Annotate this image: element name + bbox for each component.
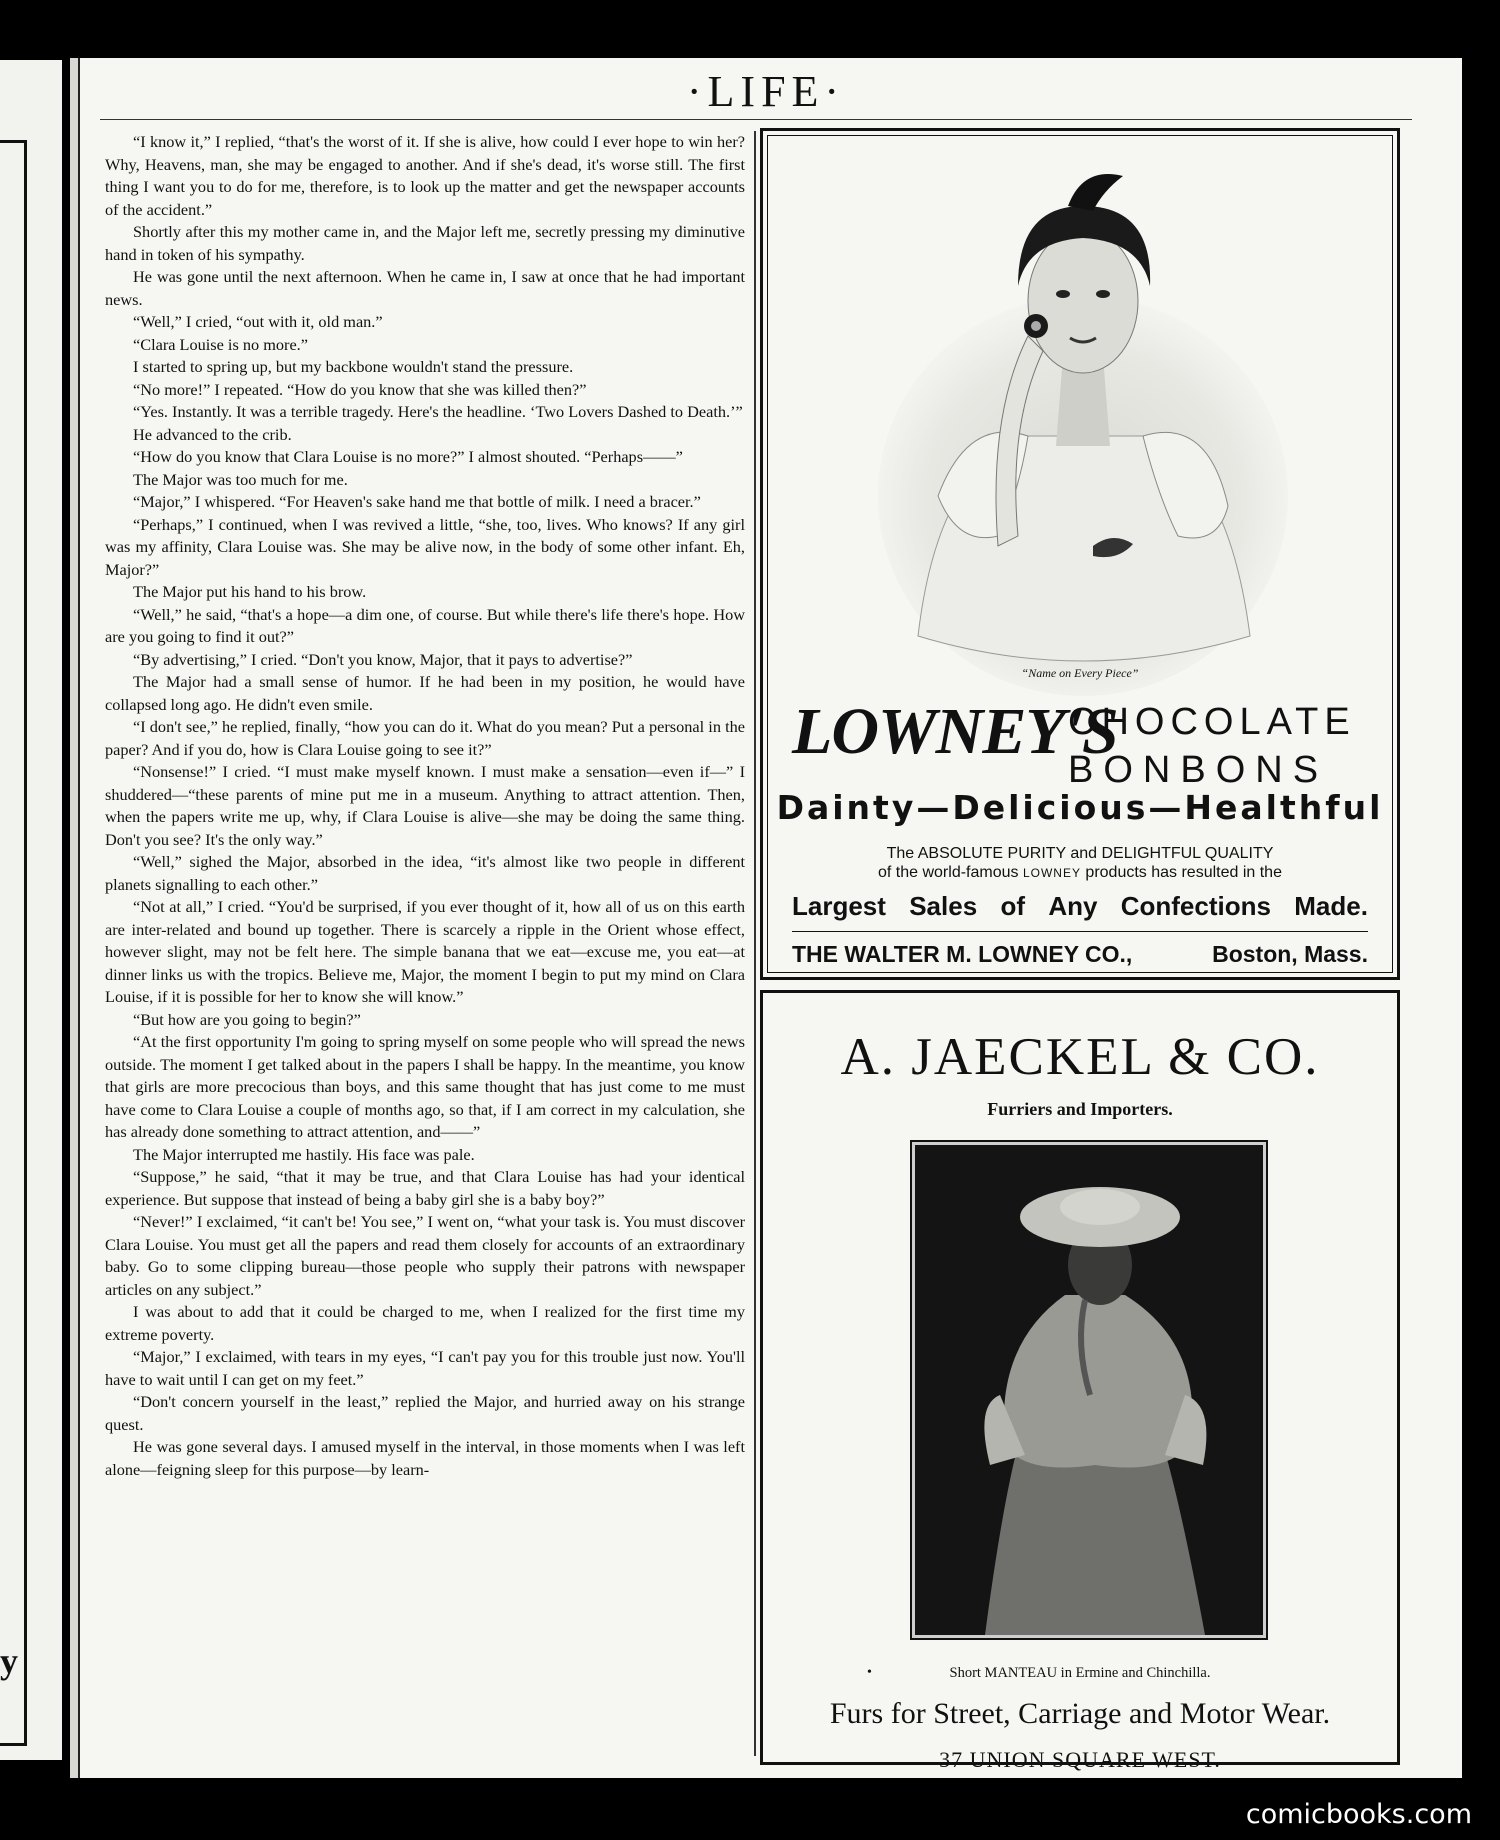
lowney-company-line	[792, 941, 1368, 968]
article-paragraph: “I know it,” I replied, “that's the worst of it. If she is alive, how could I ever hope to win her? Why, Heavens, man, she may be engaged to another. And if she's dead, it's worse still. The first thing I want you to do for me, therefore, is to look up the matter and get the newspaper accounts of the accident.”	[105, 132, 745, 219]
sales-claim-word: Made.	[1294, 891, 1368, 921]
page-binding	[70, 58, 80, 1778]
lowney-ad-inner-border	[767, 135, 1393, 973]
article-paragraph: “Never!” I exclaimed, “it can't be! You see,” I went on, “what your task is. You must discover Clara Louise. You must get all the papers and read them closely for accounts of an extraordinary baby. Go to some clipping bureau—those people who supply their patrons with newspaper articles on any subject.”	[105, 1212, 745, 1299]
article-paragraph: I was about to add that it could be charged to me, when I realized for the first time my extreme poverty.	[105, 1302, 745, 1344]
article-paragraph: He was gone until the next afternoon. When he came in, I saw at once that he had important news.	[105, 267, 745, 309]
article-paragraph: “At the first opportunity I'm going to spring myself on some people who will spread the news outside. The moment I get talked about in the papers I shall be happy. In the meantime, you know that girls are more precocious than boys, and this same thought that has just come to me must have come to Clara Louise a couple of months ago, so that, if I am correct in my calculation, she has already done something to attract attention, and——”	[105, 1032, 745, 1141]
jaeckel-photo-caption: Short MANTEAU in Ermine and Chinchilla.	[949, 1665, 1211, 1681]
article-paragraph: “Clara Louise is no more.”	[133, 334, 308, 354]
purity-line-2b: LOWNEY	[1022, 866, 1081, 880]
lowney-brand-logo: LOWNEY'S	[792, 695, 1118, 768]
article-paragraph: Shortly after this my mother came in, and the Major left me, secretly pressing my diminutive hand in token of his sympathy.	[105, 222, 745, 264]
article-paragraph: “Well,” I cried, “out with it, old man.”	[133, 312, 383, 331]
header-rule	[100, 119, 1412, 120]
article-paragraph: “Suppose,” he said, “that it may be true, and that Clara Louise has had your identical experience. But suppose that instead of being a baby girl she is a baby boy?”	[105, 1167, 745, 1209]
jaeckel-title: A. JAECKEL & CO.	[840, 1028, 1320, 1086]
magazine-title: ·LIFE·	[686, 67, 846, 116]
lowney-advertisement	[760, 128, 1400, 980]
lowney-caption: “Name on Every Piece”	[1021, 666, 1139, 680]
left-page-frame	[0, 140, 27, 1746]
article-paragraph: “Well,” he said, “that's a hope—a dim one, of course. But while there's life there's hope. How are you going to find it out?”	[105, 604, 745, 646]
caption-bullet: •	[867, 1665, 872, 1680]
lowney-inner-rule	[792, 931, 1368, 932]
article-paragraph: “But how are you going to begin?”	[133, 1009, 361, 1029]
jaeckel-subtitle: Furriers and Importers.	[987, 1099, 1173, 1119]
article-paragraph: The Major had a small sense of humor. If he had been in my position, he would have collapsed long ago. He didn't even smile.	[105, 672, 745, 714]
article-paragraph: “No more!” I repeated. “How do you know that she was killed then?”	[133, 379, 587, 399]
purity-line-1: The ABSOLUTE PURITY and DELIGHTFUL QUALITY	[886, 845, 1274, 862]
lowney-purity-text	[768, 844, 1392, 883]
sales-claim-word: Confections	[1120, 891, 1271, 921]
article-paragraph: The Major was too much for me.	[133, 469, 348, 489]
woman-with-bonbon-illustration	[878, 166, 1288, 711]
article-paragraph: “Major,” I exclaimed, with tears in my eyes, “I can't pay you for this trouble just now. You'll have to wait until I can get on my feet.”	[105, 1347, 745, 1389]
article-paragraph: The Major interrupted me hastily. His face was pale.	[133, 1144, 475, 1164]
article-paragraph: “Major,” I whispered. “For Heaven's sake hand me that bottle of milk. I need a bracer.”	[133, 492, 701, 511]
company-location: Boston, Mass.	[1212, 941, 1368, 967]
column-rule	[754, 131, 756, 1756]
lowney-product-heading	[1068, 698, 1356, 794]
company-name: THE WALTER M. LOWNEY CO.,	[792, 941, 1133, 967]
jaeckel-address: 37 UNION SQUARE WEST.	[939, 1747, 1221, 1772]
woman-in-fur-mantle-photo	[912, 1142, 1266, 1638]
article-paragraph: “How do you know that Clara Louise is no more?” I almost shouted. “Perhaps——”	[133, 447, 683, 466]
article-paragraph: He was gone several days. I amused myself in the interval, in those moments when I was left alone—feigning sleep for this purpose—by learn-	[105, 1437, 745, 1479]
jaeckel-tagline: Furs for Street, Carriage and Motor Wear.	[829, 1697, 1331, 1730]
article-paragraph: “By advertising,” I cried. “Don't you know, Major, that it pays to advertise?”	[133, 649, 633, 669]
article-paragraph: “Well,” sighed the Major, absorbed in the idea, “it's almost like two people in different planets signalling to each other.”	[105, 852, 745, 894]
lowney-slogan: Dainty—Delicious—Healthful	[776, 788, 1384, 827]
article-paragraph: “Not at all,” I cried. “You'd be surprised, if you ever thought of it, how all of us on this earth are inter-related and bound up together. There is scarcely a ripple in the Orient whose effect, however slight, may not be felt here. The simple banana that we eat—excuse me, you eat—at dinner links us with the tropics. Believe me, Major, the moment I begin to put my mind on Clara Louise, if it is possible for her to know she will know.”	[105, 897, 745, 1006]
article-paragraph: “Nonsense!” I cried. “I must make myself known. I must make a sensation—even if—” I shuddered—“these parents of mine put me in a museum. Anything to attract attention. Then, when the papers write me up, why, if Clara Louise is alive—she may be doing the same thing. Don't you see? It's the only way.”	[105, 762, 745, 849]
watermark-link[interactable]: comicbooks.com	[1245, 1799, 1472, 1830]
purity-line-2	[768, 863, 1392, 883]
left-page-fragment: y	[0, 1641, 18, 1681]
article-paragraph: “Yes. Instantly. It was a terrible tragedy. Here's the headline. ‘Two Lovers Dashed to Death.’”	[133, 402, 743, 421]
article-paragraph: “Perhaps,” I continued, when I was revived a little, “she, too, lives. Who knows? If any girl was my affinity, Clara Louise was. She may be alive now, in the body of some other infant. Eh, Major?”	[105, 514, 745, 579]
sales-claim-word: Any	[1048, 891, 1098, 921]
jaeckel-advertisement	[760, 990, 1400, 1772]
sales-claim-word: Largest	[792, 891, 886, 921]
lowney-sales-claim	[792, 891, 1368, 922]
sales-claim-word: of	[1000, 891, 1026, 921]
article-paragraph: “I don't see,” he replied, finally, “how you can do it. What do you mean? Put a personal in the paper? And if you do, how is Clara Louise going to see it?”	[105, 717, 745, 759]
magazine-page	[70, 58, 1462, 1778]
article-paragraph: I started to spring up, but my backbone wouldn't stand the pressure.	[133, 357, 574, 376]
article-paragraph: The Major put his hand to his brow.	[133, 582, 367, 601]
left-page-edge	[0, 60, 62, 1760]
article-text	[105, 131, 745, 1761]
purity-line-2a: of the world-famous	[878, 864, 1023, 881]
product-line-2: BONBONS	[1068, 749, 1329, 791]
article-paragraph: He advanced to the crib.	[133, 424, 292, 444]
product-line-1: CHOCOLATE	[1068, 701, 1356, 743]
jaeckel-ad-inner	[767, 997, 1393, 1772]
article-paragraph: “Don't concern yourself in the least,” replied the Major, and hurried away on his strange quest.	[105, 1392, 745, 1434]
sales-claim-word: Sales	[909, 891, 978, 921]
purity-line-2c: products has resulted in the	[1080, 864, 1282, 881]
